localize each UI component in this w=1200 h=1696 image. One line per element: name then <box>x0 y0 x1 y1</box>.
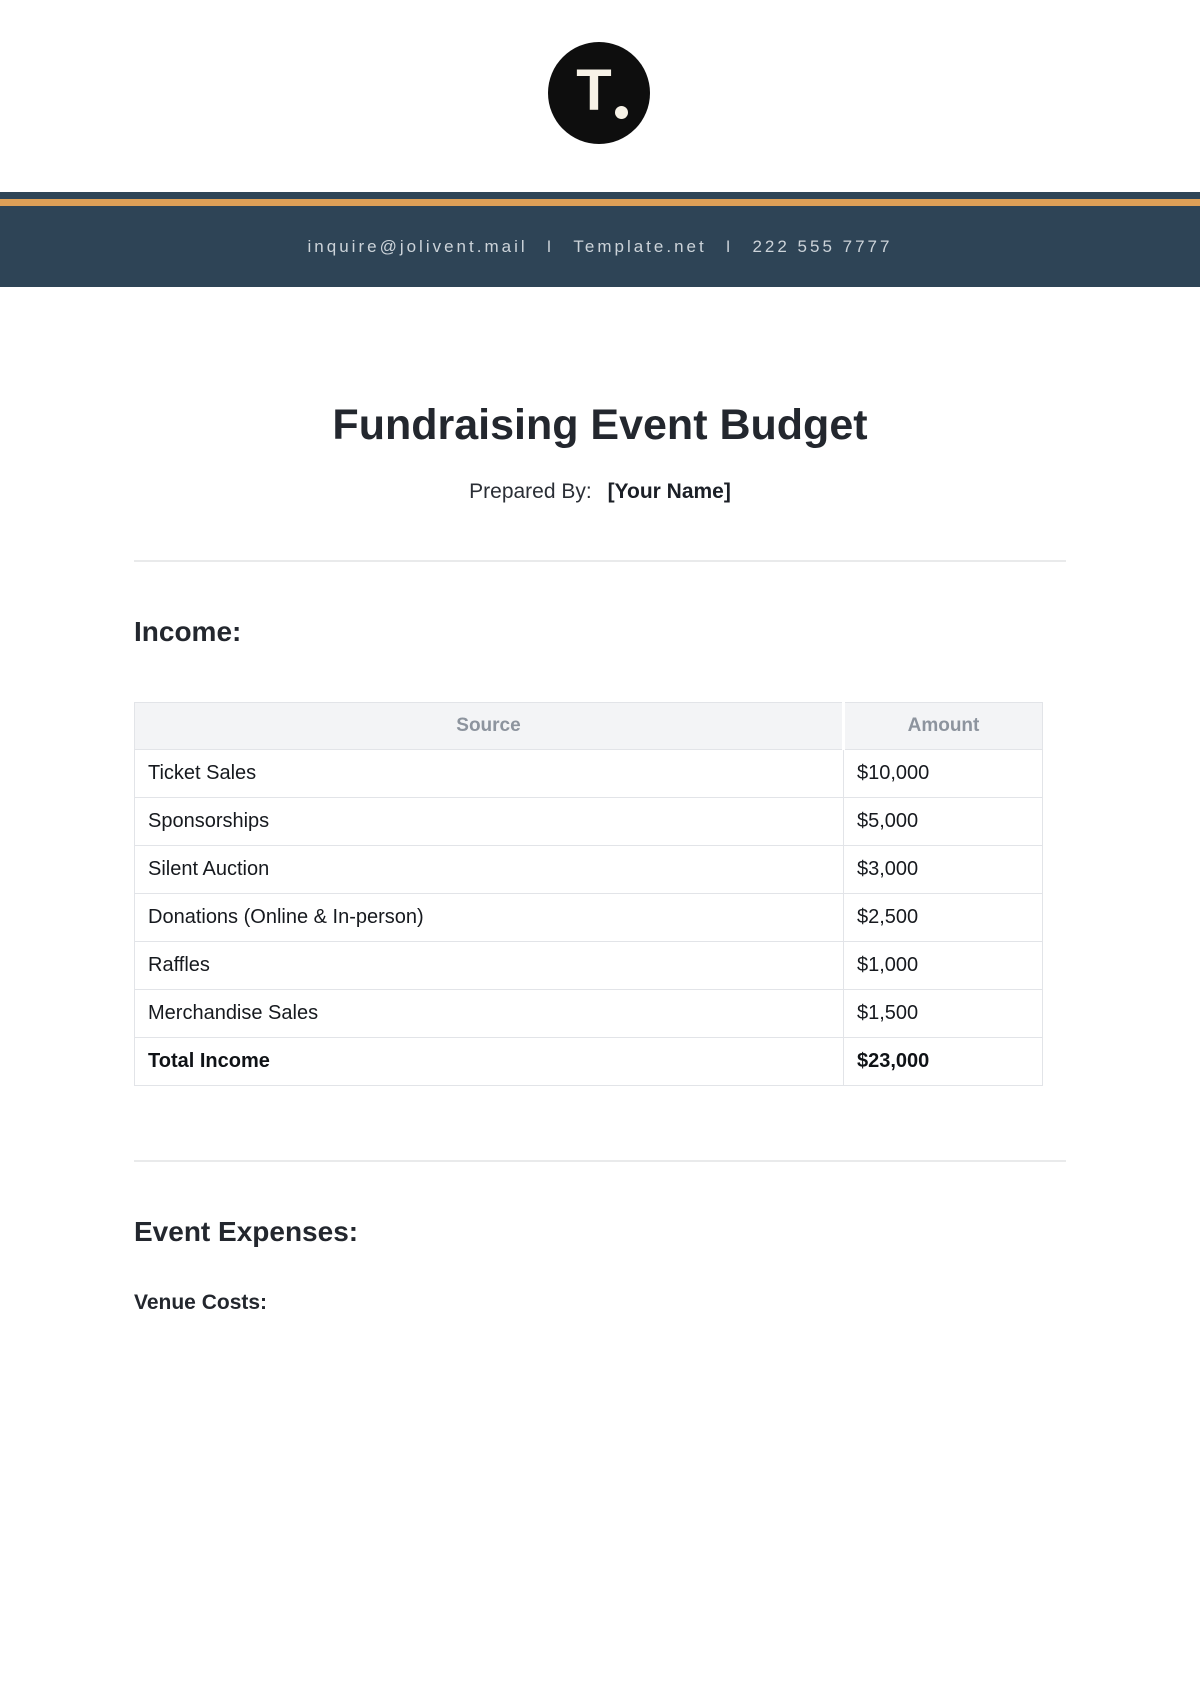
section-divider <box>134 560 1066 562</box>
prepared-by-line <box>134 480 1066 504</box>
amount-cell: $10,000 <box>844 750 1043 798</box>
venue-costs-heading: Venue Costs: <box>134 1291 268 1314</box>
income-heading: Income: <box>134 616 242 647</box>
page-title: Fundraising Event Budget <box>332 401 868 449</box>
table-header-row <box>135 703 1043 750</box>
logo-letter: T <box>576 58 612 123</box>
table-row <box>135 894 1043 942</box>
contact-phone: 222 555 7777 <box>752 236 893 256</box>
source-cell: Raffles <box>135 942 844 990</box>
income-table <box>134 702 1043 1086</box>
contact-bar <box>0 206 1200 287</box>
logo-area <box>0 0 1200 192</box>
table-row <box>135 990 1043 1038</box>
section-divider <box>134 1160 1066 1162</box>
expenses-heading: Event Expenses: <box>134 1216 359 1247</box>
source-cell: Merchandise Sales <box>135 990 844 1038</box>
prepared-by-value: [Your Name] <box>607 480 731 503</box>
table-header-amount: Amount <box>844 703 1043 750</box>
logo-icon <box>548 42 650 144</box>
amount-cell: $1,500 <box>844 990 1043 1038</box>
contact-separator: I <box>546 236 555 256</box>
navy-stripe <box>0 192 1200 199</box>
table-row <box>135 942 1043 990</box>
contact-website: Template.net <box>573 236 707 256</box>
amount-cell: $1,000 <box>844 942 1043 990</box>
amount-cell: $5,000 <box>844 798 1043 846</box>
amount-cell: $3,000 <box>844 846 1043 894</box>
source-cell: Sponsorships <box>135 798 844 846</box>
table-header-source: Source <box>135 703 844 750</box>
source-cell: Silent Auction <box>135 846 844 894</box>
table-row <box>135 798 1043 846</box>
document-body <box>134 287 1066 1315</box>
table-row <box>135 750 1043 798</box>
total-income-row <box>135 1038 1043 1086</box>
source-cell: Donations (Online & In-person) <box>135 894 844 942</box>
table-row <box>135 846 1043 894</box>
total-label-cell: Total Income <box>135 1038 844 1086</box>
orange-stripe <box>0 199 1200 206</box>
logo-dot <box>615 106 628 119</box>
contact-email: inquire@jolivent.mail <box>307 236 528 256</box>
total-amount-cell: $23,000 <box>844 1038 1043 1086</box>
prepared-by-label: Prepared By: <box>469 480 592 503</box>
amount-cell: $2,500 <box>844 894 1043 942</box>
source-cell: Ticket Sales <box>135 750 844 798</box>
contact-separator: I <box>725 236 734 256</box>
contact-bar-text <box>308 237 893 257</box>
